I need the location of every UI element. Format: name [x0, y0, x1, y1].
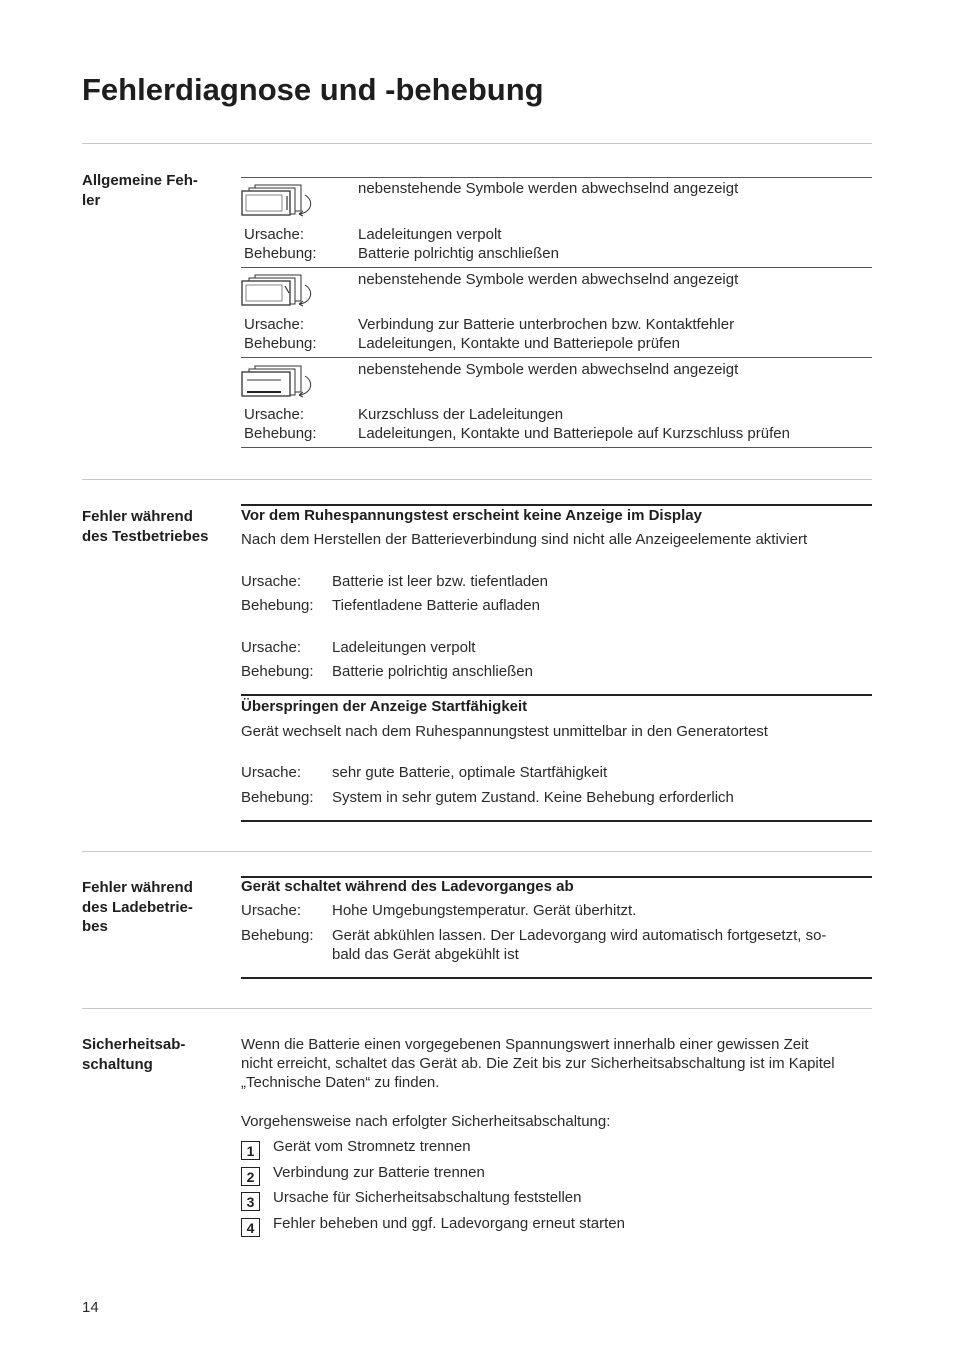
remedy-text: Gerät abkühlen lassen. Der Ladevorgang wird automatisch fortgesetzt, so-: [332, 927, 827, 944]
block-intro: Gerät wechselt nach dem Ruhespannungstest unmittelbar in den Generatortest: [241, 723, 768, 740]
step-number: 2: [241, 1167, 260, 1186]
cause-text: Batterie ist leer bzw. tiefentladen: [332, 573, 548, 590]
procedure-intro: Vorgehensweise nach erfolgter Sicherheitsabschaltung:: [241, 1113, 611, 1130]
block-rule: [241, 977, 872, 979]
section-divider: [82, 143, 872, 144]
entry-note: nebenstehende Symbole werden abwechselnd angezeigt: [358, 271, 739, 288]
step-text: Verbindung zur Batterie trennen: [273, 1164, 485, 1181]
display-segment-alternating-icon: [241, 181, 317, 217]
step-number: 4: [241, 1218, 260, 1237]
block-heading: Gerät schaltet während des Ladevorganges ab: [241, 878, 574, 895]
section-divider: [82, 851, 872, 852]
step-text: Gerät vom Stromnetz trennen: [273, 1138, 471, 1155]
block-intro: Nach dem Herstellen der Batterieverbindung sind nicht alle Anzeigeelemente aktiviert: [241, 531, 808, 548]
cause-text: Hohe Umgebungstemperatur. Gerät überhitzt.: [332, 902, 637, 919]
cause-label: Ursache:: [241, 573, 302, 590]
cause-text: Ladeleitungen verpolt: [358, 226, 502, 243]
section-label-charging: Fehler während des Ladebetrie- bes: [82, 879, 193, 935]
cause-text: Kurzschluss der Ladeleitungen: [358, 406, 564, 423]
remedy-label: Behebung:: [244, 335, 317, 352]
entry-rule: [241, 447, 872, 448]
cause-label: Ursache:: [244, 316, 305, 333]
entry-note: nebenstehende Symbole werden abwechselnd angezeigt: [358, 361, 739, 378]
display-segment-alternating-icon: [241, 271, 317, 307]
remedy-label: Behebung:: [241, 789, 314, 806]
cause-text: sehr gute Batterie, optimale Startfähigkeit: [332, 764, 608, 781]
step-text: Fehler beheben und ggf. Ladevorgang erneut starten: [273, 1215, 625, 1232]
entry-note: nebenstehende Symbole werden abwechselnd angezeigt: [358, 180, 739, 197]
remedy-label: Behebung:: [241, 597, 314, 614]
cause-label: Ursache:: [241, 639, 302, 656]
remedy-text: Batterie polrichtig anschließen: [332, 663, 533, 680]
display-segment-alternating-icon: [241, 362, 317, 398]
section-divider: [82, 479, 872, 480]
remedy-text: Tiefentladene Batterie aufladen: [332, 597, 540, 614]
remedy-text: Ladeleitungen, Kontakte und Batteriepole auf Kurzschluss prüfen: [358, 425, 790, 442]
block-rule: [241, 694, 872, 696]
safety-paragraph-line: nicht erreicht, schaltet das Gerät ab. Die Zeit bis zur Sicherheitsabschaltung ist im Kapitel: [241, 1055, 835, 1072]
remedy-label: Behebung:: [244, 245, 317, 262]
entry-rule: [241, 177, 872, 178]
section-label-test-mode: Fehler während des Testbetriebes: [82, 508, 209, 545]
cause-label: Ursache:: [241, 902, 302, 919]
block-rule: [241, 820, 872, 822]
section-divider: [82, 1008, 872, 1009]
section-label-general: Allgemeine Feh- ler: [82, 172, 198, 209]
block-heading: Vor dem Ruhespannungstest erscheint keine Anzeige im Display: [241, 507, 702, 524]
block-rule: [241, 504, 872, 506]
remedy-label: Behebung:: [244, 425, 317, 442]
remedy-label: Behebung:: [241, 663, 314, 680]
entry-rule: [241, 357, 872, 358]
cause-label: Ursache:: [244, 406, 305, 423]
cause-text: Verbindung zur Batterie unterbrochen bzw. Kontaktfehler: [358, 316, 735, 333]
page-number: 14: [82, 1299, 99, 1316]
page-title: Fehlerdiagnose und -behebung: [82, 72, 544, 107]
section-label-safety: Sicherheitsab- schaltung: [82, 1036, 186, 1073]
step-number: 3: [241, 1192, 260, 1211]
remedy-text: System in sehr gutem Zustand. Keine Behebung erforderlich: [332, 789, 734, 806]
remedy-label: Behebung:: [241, 927, 314, 944]
remedy-text: Ladeleitungen, Kontakte und Batteriepole prüfen: [358, 335, 680, 352]
remedy-text: bald das Gerät abgekühlt ist: [332, 946, 519, 963]
cause-label: Ursache:: [241, 764, 302, 781]
block-heading: Überspringen der Anzeige Startfähigkeit: [241, 698, 528, 715]
step-text: Ursache für Sicherheitsabschaltung feststellen: [273, 1189, 582, 1206]
step-number: 1: [241, 1141, 260, 1160]
cause-text: Ladeleitungen verpolt: [332, 639, 476, 656]
entry-rule: [241, 267, 872, 268]
safety-paragraph-line: „Technische Daten“ zu finden.: [241, 1074, 440, 1091]
safety-paragraph-line: Wenn die Batterie einen vorgegebenen Spannungswert innerhalb einer gewissen Zeit: [241, 1036, 809, 1053]
cause-label: Ursache:: [244, 226, 305, 243]
remedy-text: Batterie polrichtig anschließen: [358, 245, 559, 262]
